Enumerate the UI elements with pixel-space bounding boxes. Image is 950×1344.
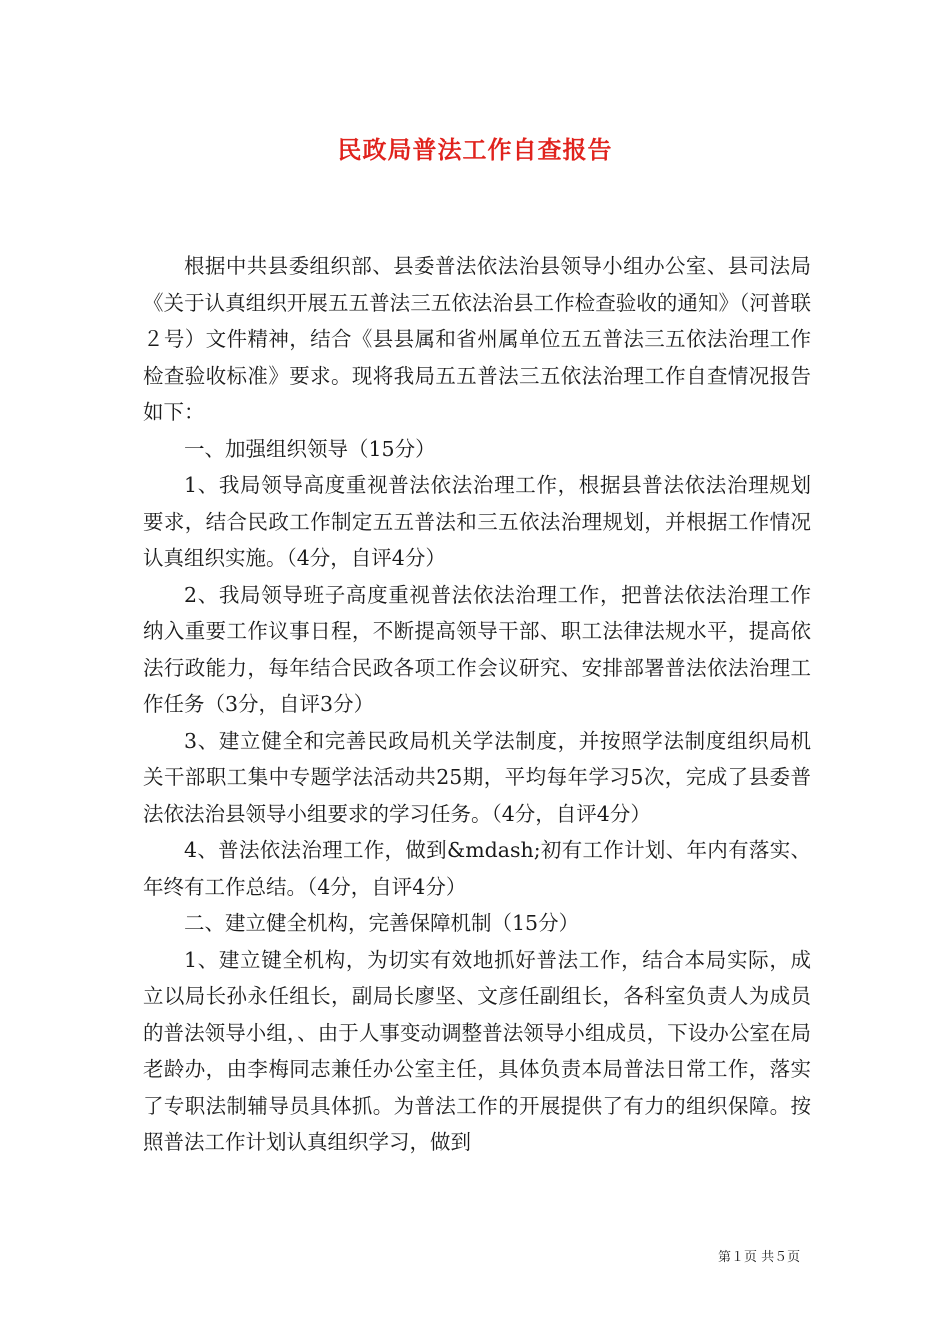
paragraph-2-1: 1、建立键全机构，为切实有效地抓好普法工作，结合本局实际，成立以局长孙永任组长，副局长廖坚、文彦任副组长，各科室负责人为成员的普法领导小组，、由于人事变动调整普法领导小组成员，下设办公室在局老龄办，由李梅同志兼任办公室主任，具体负责本局普法日常工作，落实了专职法制辅导员具体抓。为普法工作的开展提供了有力的组织保障。按照普法工作计划认真组织学习，做到 — [143, 947, 811, 1154]
section-heading-2: 二、建立健全机构，完善保障机制（15分） — [184, 911, 580, 935]
paragraph-1-4: 4、普法依法治理工作，做到&mdash;初有工作计划、年内有落实、年终有工作总结。（4分，自评4分） — [143, 838, 811, 899]
page-title: 民政局普法工作自查报告 — [337, 135, 613, 164]
document-body — [143, 248, 811, 1161]
paragraph-1-2: 2、我局领导班子高度重视普法依法治理工作，把普法依法治理工作纳入重要工作议事日程，不断提高领导干部、职工法律法规水平，提高依法行政能力，每年结合民政各项工作会议研究、安排部署普法依法治理工作任务（3分，自评3分） — [143, 582, 811, 716]
section-heading-1: 一、加强组织领导（15分） — [184, 436, 436, 461]
paragraph-intro: 根据中共县委组织部、县委普法依法治县领导小组办公室、县司法局《关于认真组织开展五五普法三五依法治县工作检查验收的通知》（河普联２号）文件精神，结合《县县属和省州属单位五五普法三五依法治理工作检查验收标准》要求。现将我局五五普法三五依法治理工作自查情况报告如下： — [143, 254, 811, 424]
paragraph-1-1: 1、我局领导高度重视普法依法治理工作，根据县普法依法治理规划要求，结合民政工作制定五五普法和三五依法治理规划，并根据工作情况认真组织实施。（4分，自评4分） — [143, 473, 811, 570]
page-number-footer: 第１页 共５页 — [718, 1250, 801, 1265]
paragraph-1-3: 3、建立健全和完善民政局机关学法制度，并按照学法制度组织局机关干部职工集中专题学法活动共25期，平均每年学习5次，完成了县委普法依法治县领导小组要求的学习任务。（4分，自评4分） — [143, 728, 811, 826]
